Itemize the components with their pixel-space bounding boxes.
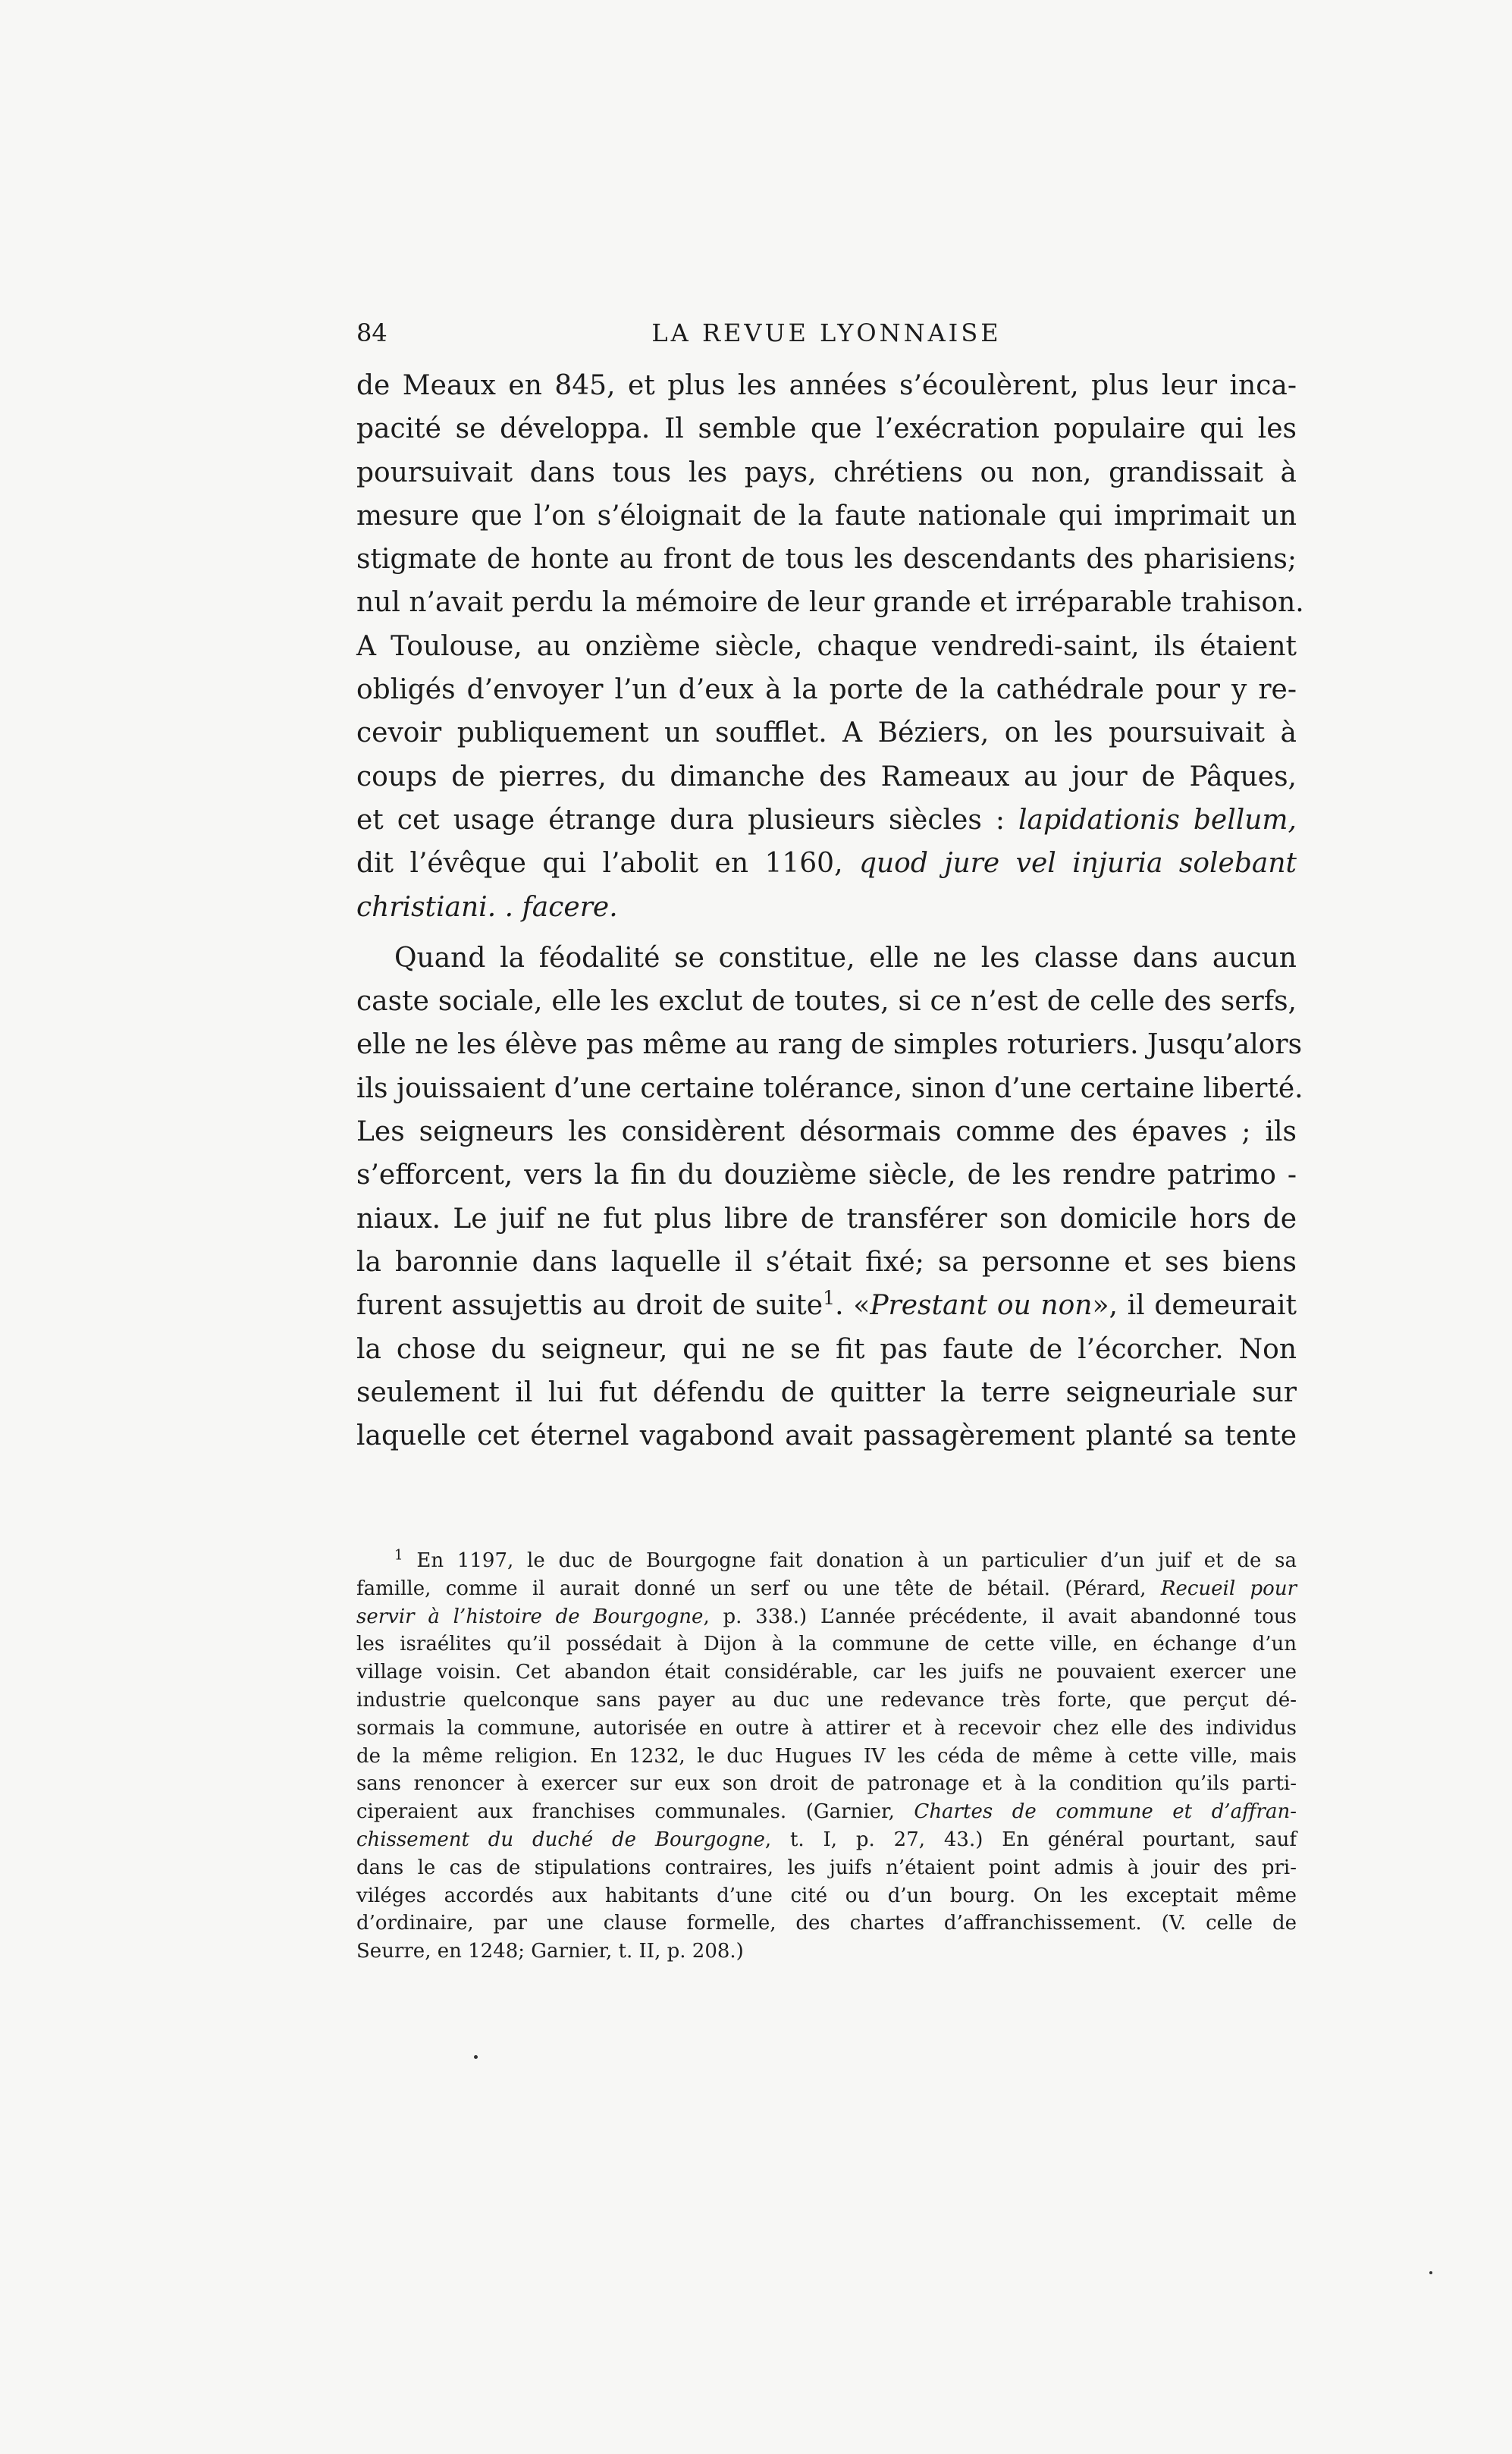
paragraph-2 [356, 937, 1303, 1458]
footnote-line [356, 1798, 1297, 1826]
text-line: laquelle cet éternel vagabond avait passagèrement planté sa tente [356, 1420, 1297, 1452]
text-line: nul n’avait perdu la mémoire de leur grande et irréparable trahison. [356, 587, 1304, 619]
latin-quote: lapidationis bellum, [1018, 804, 1297, 836]
text-run: , t. I, p. 27, 43.) En général pourtant, sauf [764, 1828, 1297, 1851]
text-line: coups de pierres, du dimanche des Rameaux au jour de Pâques, [356, 761, 1297, 792]
text-run: et cet usage étrange dura plusieurs siècles : [356, 804, 1018, 836]
text-run: ciperaient aux franchises communales. (Garnier, [356, 1800, 914, 1824]
footnote-line: viléges accordés aux habitants d’une cité ou d’un bourg. On les exceptait même [356, 1884, 1297, 1907]
text-line: de Meaux en 845, et plus les années s’écoulèrent, plus leur inca- [356, 370, 1297, 401]
footnote-line [356, 1547, 1297, 1575]
text-line: obligés d’envoyer l’un d’eux à la porte de la cathédrale pour y re- [356, 674, 1297, 706]
text-run: En 1197, le duc de Bourgogne fait donation à un particulier d’un juif et de sa [416, 1549, 1297, 1572]
page-number: 84 [356, 319, 387, 347]
cited-title: chissement du duché de Bourgogne [356, 1828, 765, 1851]
footnote-line: industrie quelconque sans payer au duc une redevance très forte, que perçut dé- [356, 1688, 1297, 1712]
paragraph-1 [356, 364, 1304, 929]
footnote-line: village voisin. Cet abandon était considérable, car les juifs ne pouvaient exercer une [356, 1661, 1297, 1684]
text-run: . « [835, 1290, 870, 1322]
text-line: seulement il lui fut défendu de quitter la terre seigneuriale sur [356, 1376, 1297, 1408]
text-line: la baronnie dans laquelle il s’était fixé; sa personne et ses biens [356, 1246, 1297, 1278]
ink-speck [1429, 2271, 1432, 2274]
footnote-line: Seurre, en 1248; Garnier, t. II, p. 208.) [356, 1940, 744, 1963]
cited-title: Chartes de commune et d’affran- [914, 1800, 1297, 1824]
footnote-mark: 1 [394, 1547, 403, 1564]
footnote-line: dans le cas de stipulations contraires, les juifs n’étaient point admis à jouir des pri- [356, 1856, 1297, 1879]
text-line: stigmate de honte au front de tous les descendants des pharisiens; [356, 544, 1297, 576]
text-line: cevoir publiquement un soufflet. A Béziers, on les poursuivait à [356, 717, 1297, 749]
running-head [356, 319, 1297, 364]
text-run: famille, comme il aurait donné un serf ou une tête de bétail. (Pérard, [356, 1577, 1161, 1600]
ink-speck [474, 2055, 478, 2059]
text-line: la chose du seigneur, qui ne se fit pas faute de l’écorcher. Non [356, 1333, 1297, 1365]
footnotes [356, 1547, 1297, 1966]
text-line [356, 886, 1297, 929]
text-line: pacité se développa. Il semble que l’exécration populaire qui les [356, 413, 1297, 445]
footnote-line: sormais la commune, autorisée en outre à attirer et à recevoir chez elle des individus [356, 1716, 1297, 1740]
footnote-line [356, 1575, 1297, 1603]
text-line [356, 799, 1297, 842]
text-line: s’efforcent, vers la fin du douzième siècle, de les rendre patrimo - [356, 1160, 1297, 1191]
footnote-line: de la même religion. En 1232, le duc Hugues IV les céda de même à cette ville, mais [356, 1744, 1297, 1768]
text-run: dit l’évêque qui l’abolit en 1160, [356, 848, 859, 880]
cited-title: Recueil pour [1160, 1577, 1297, 1600]
footnote-line: d’ordinaire, par une clause formelle, des chartes d’affranchissement. (V. celle de [356, 1912, 1297, 1935]
footnote-line: les israélites qu’il possédait à Dijon à la commune de cette ville, en échange d’un [356, 1633, 1297, 1656]
text-line: elle ne les élève pas même au rang de simples roturiers. Jusqu’alors [356, 1029, 1303, 1061]
text-run: furent assujettis au droit de suite [356, 1290, 823, 1322]
footnote-reference[interactable]: 1 [823, 1287, 836, 1310]
text-run: », il demeurait [1092, 1290, 1297, 1322]
book-page [356, 319, 1304, 1458]
latin-quote: quod jure vel injuria solebant [858, 848, 1297, 880]
text-line: Les seigneurs les considèrent désormais comme des épaves ; ils [356, 1116, 1297, 1148]
text-line: caste sociale, elle les exclut de toutes, si ce n’est de celle des serfs, [356, 986, 1297, 1018]
footnote-line [356, 1826, 1297, 1854]
text-line: Quand la féodalité se constitue, elle ne les classe dans aucun [394, 942, 1297, 974]
footnote-line [356, 1603, 1297, 1631]
cited-title: servir à l’histoire de Bourgogne [356, 1605, 704, 1628]
text-run: , p. 338.) L’année précédente, il avait abandonné tous [703, 1605, 1297, 1628]
text-line: ils jouissaient d’une certaine tolérance, sinon d’une certaine liberté. [356, 1072, 1303, 1104]
footnote-line: sans renoncer à exercer sur eux son droit de patronage et à la condition qu’ils parti- [356, 1772, 1297, 1796]
quoted-phrase: Prestant ou non [870, 1290, 1093, 1322]
text-line [356, 1284, 1297, 1327]
text-line: mesure que l’on s’éloignait de la faute nationale qui imprimait un [356, 500, 1297, 532]
text-line: poursuivait dans tous les pays, chrétiens ou non, grandissait à [356, 457, 1297, 488]
text-line [356, 842, 1297, 885]
text-line: niaux. Le juif ne fut plus libre de transférer son domicile hors de [356, 1203, 1297, 1235]
text-line: A Toulouse, au onzième siècle, chaque vendredi-saint, ils étaient [356, 630, 1297, 662]
latin-quote: christiani. . facere. [356, 891, 618, 923]
journal-title: LA REVUE LYONNAISE [651, 319, 1002, 347]
